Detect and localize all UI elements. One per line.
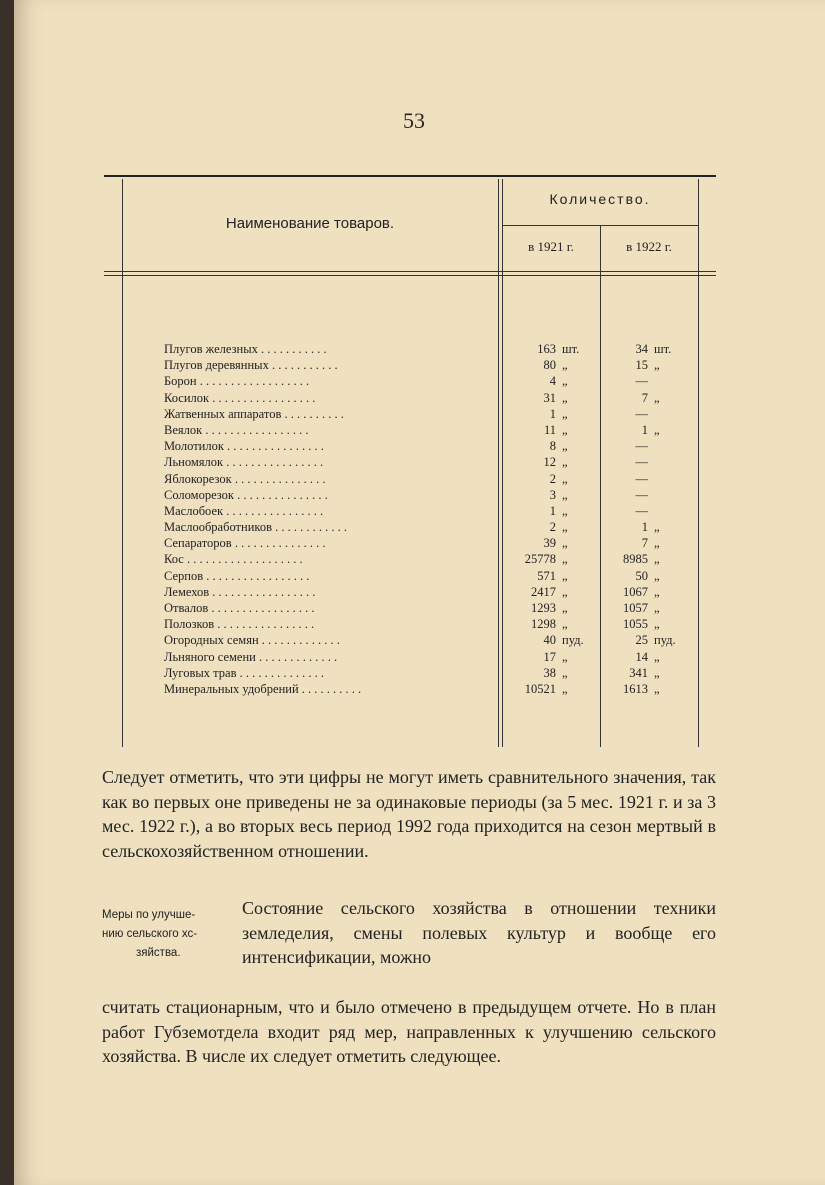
table-row <box>164 390 704 406</box>
value-1921: 25778 <box>524 552 556 567</box>
unit-1922: „ <box>654 358 660 373</box>
value-1922: 25 <box>635 633 648 648</box>
goods-name: Льняного семени . . . . . . . . . . . . . <box>164 649 338 664</box>
value-1921: 2417 <box>531 584 556 599</box>
value-1921: 3 <box>549 487 556 502</box>
table-row <box>164 551 704 567</box>
table-row <box>164 681 704 697</box>
table-row <box>164 600 704 616</box>
column-header-1922: в 1922 г. <box>626 239 672 254</box>
table-row <box>164 649 704 665</box>
table-row <box>164 454 704 470</box>
margin-note <box>102 906 242 963</box>
unit-1921: „ <box>562 455 568 470</box>
goods-name: Плугов деревянных . . . . . . . . . . . <box>164 358 338 373</box>
value-1922: 50 <box>635 568 648 583</box>
unit-1922: „ <box>654 520 660 535</box>
value-1922: — <box>635 406 648 421</box>
table-left-rule <box>122 179 123 747</box>
value-1921: 12 <box>543 455 556 470</box>
column-header-quantity: Количество. <box>549 191 651 207</box>
table-top-rule <box>104 175 716 177</box>
table-row <box>164 406 704 422</box>
quantity-header-rule <box>502 225 698 226</box>
unit-1921: „ <box>562 584 568 599</box>
goods-name: Маслобоек . . . . . . . . . . . . . . . . <box>164 503 324 518</box>
table-row <box>164 665 704 681</box>
unit-1921: „ <box>562 374 568 389</box>
value-1922: 341 <box>629 665 648 680</box>
unit-1921: „ <box>562 681 568 696</box>
goods-name: Отвалов . . . . . . . . . . . . . . . . . <box>164 601 315 615</box>
value-1922: 1613 <box>623 681 648 696</box>
margin-note-line: зяйства. <box>136 947 181 959</box>
unit-1921: шт. <box>562 342 580 356</box>
value-1922: 1 <box>641 422 648 437</box>
table-row <box>164 568 704 584</box>
value-1921: 8 <box>549 439 556 454</box>
goods-name: Полозков . . . . . . . . . . . . . . . . <box>164 617 315 632</box>
book-page <box>14 0 825 1185</box>
value-1922: 7 <box>641 536 648 551</box>
unit-1922: „ <box>654 649 660 664</box>
value-1922: — <box>635 471 648 486</box>
value-1921: 80 <box>543 358 556 373</box>
value-1922: 34 <box>635 342 648 356</box>
table-row <box>164 519 704 535</box>
value-1922: — <box>635 455 648 470</box>
goods-name: Плугов железных . . . . . . . . . . . <box>164 342 327 356</box>
table-header-rule <box>104 271 716 276</box>
unit-1921: „ <box>562 665 568 680</box>
goods-name: Жатвенных аппаратов . . . . . . . . . . <box>164 406 344 421</box>
unit-1921: „ <box>562 406 568 421</box>
goods-name: Маслообработников . . . . . . . . . . . . <box>164 520 347 535</box>
unit-1922: „ <box>654 681 660 696</box>
table-row <box>164 632 704 648</box>
unit-1921: „ <box>562 422 568 437</box>
value-1922: 14 <box>635 649 648 664</box>
paragraph-agriculture-continued: считать стационарным, что и было отмечено в предыдущем отчете. Но в план работ Губземотдела входит ряд мер, направленных к улучшению сельского хозяйства. В числе их следует отметить следующее. <box>102 997 716 1066</box>
goods-name: Минеральных удобрений . . . . . . . . . . <box>164 681 362 696</box>
unit-1922: пуд. <box>654 633 676 648</box>
unit-1921: „ <box>562 471 568 486</box>
margin-note-line: Меры по улучше- <box>102 909 196 921</box>
page-number: 53 <box>403 108 425 133</box>
unit-1922: „ <box>654 665 660 680</box>
table-row <box>164 503 704 519</box>
value-1921: 1293 <box>531 601 556 615</box>
table-row <box>164 471 704 487</box>
value-1922: — <box>635 503 648 518</box>
unit-1921: „ <box>562 439 568 454</box>
table-row <box>164 422 704 438</box>
value-1921: 10521 <box>524 681 556 696</box>
unit-1922: „ <box>654 422 660 437</box>
table-row <box>164 487 704 503</box>
unit-1921: „ <box>562 601 568 615</box>
goods-name: Веялок . . . . . . . . . . . . . . . . . <box>164 422 309 437</box>
unit-1922: „ <box>654 601 660 615</box>
goods-name: Соломорезок . . . . . . . . . . . . . . . <box>164 487 328 502</box>
value-1922: 1055 <box>623 617 648 632</box>
unit-1922: „ <box>654 390 660 405</box>
value-1921: 571 <box>537 568 556 583</box>
table-row <box>164 584 704 600</box>
unit-1921: „ <box>562 617 568 632</box>
value-1921: 31 <box>543 390 556 405</box>
value-1922: — <box>635 374 648 389</box>
goods-name: Серпов . . . . . . . . . . . . . . . . . <box>164 568 310 583</box>
table-row <box>164 535 704 551</box>
unit-1922: „ <box>654 617 660 632</box>
value-1922: 7 <box>641 390 648 405</box>
value-1922: 8985 <box>623 552 648 567</box>
goods-name: Кос . . . . . . . . . . . . . . . . . . . <box>164 552 303 567</box>
goods-name: Яблокорезок . . . . . . . . . . . . . . . <box>164 471 326 486</box>
value-1921: 39 <box>543 536 556 551</box>
column-header-1921: в 1921 г. <box>528 239 574 254</box>
value-1921: 1 <box>549 503 556 518</box>
value-1921: 163 <box>537 342 556 356</box>
column-header-goods: Наименование товаров. <box>225 215 395 232</box>
value-1922: 1057 <box>623 601 648 615</box>
value-1922: — <box>635 439 648 454</box>
unit-1922: шт. <box>654 342 672 356</box>
value-1922: 1067 <box>623 584 648 599</box>
paragraph-comparison-note: Следует отметить, что эти цифры не могут иметь сравнительного значения, так как во первых оне приведены не за одинаковые периоды (за 5 мес. 1921 г. и за 3 мес. 1922 г.), а во вторых весь период 1992 года приходится на сезон мертвый в сельскохозяйственном отношении. <box>102 767 716 861</box>
unit-1921: пуд. <box>562 633 584 648</box>
value-1922: 15 <box>635 358 648 373</box>
value-1921: 2 <box>549 520 556 535</box>
value-1921: 11 <box>543 422 556 437</box>
unit-1921: „ <box>562 520 568 535</box>
goods-name: Льномялок . . . . . . . . . . . . . . . . <box>164 455 324 470</box>
margin-note-line: нию сельского хс- <box>102 928 198 940</box>
value-1921: 1298 <box>531 617 556 632</box>
table-row <box>164 616 704 632</box>
value-1921: 17 <box>543 649 556 664</box>
unit-1921: „ <box>562 503 568 518</box>
value-1922: 1 <box>641 520 648 535</box>
value-1921: 40 <box>543 633 556 648</box>
book-spine <box>0 0 14 1185</box>
unit-1921: „ <box>562 552 568 567</box>
goods-table <box>104 175 716 750</box>
goods-name: Борон . . . . . . . . . . . . . . . . . . <box>164 374 310 389</box>
goods-name: Сепараторов . . . . . . . . . . . . . . . <box>164 536 326 551</box>
goods-name: Молотилок . . . . . . . . . . . . . . . . <box>164 439 324 454</box>
unit-1922: „ <box>654 568 660 583</box>
unit-1922: „ <box>654 552 660 567</box>
table-row <box>164 438 704 454</box>
table-body <box>164 341 704 697</box>
value-1921: 1 <box>549 406 556 421</box>
table-row <box>164 341 704 357</box>
goods-name: Лемехов . . . . . . . . . . . . . . . . . <box>164 584 316 599</box>
unit-1921: „ <box>562 649 568 664</box>
unit-1921: „ <box>562 487 568 502</box>
unit-1922: „ <box>654 536 660 551</box>
value-1921: 2 <box>549 471 556 486</box>
table-row <box>164 373 704 389</box>
paragraph-agriculture-start: Состояние сельского хозяйства в отношении техники земледелия, смены полевых культур и вообще его интенсификации, можно <box>242 898 716 967</box>
value-1922: — <box>635 487 648 502</box>
table-row <box>164 357 704 373</box>
value-1921: 38 <box>543 665 556 680</box>
unit-1921: „ <box>562 390 568 405</box>
goods-name: Косилок . . . . . . . . . . . . . . . . . <box>164 390 316 405</box>
goods-name: Луговых трав . . . . . . . . . . . . . . <box>164 665 324 680</box>
unit-1921: „ <box>562 568 568 583</box>
unit-1921: „ <box>562 358 568 373</box>
value-1921: 4 <box>549 374 556 389</box>
unit-1922: „ <box>654 584 660 599</box>
goods-name: Огородных семян . . . . . . . . . . . . . <box>164 633 340 648</box>
unit-1921: „ <box>562 536 568 551</box>
